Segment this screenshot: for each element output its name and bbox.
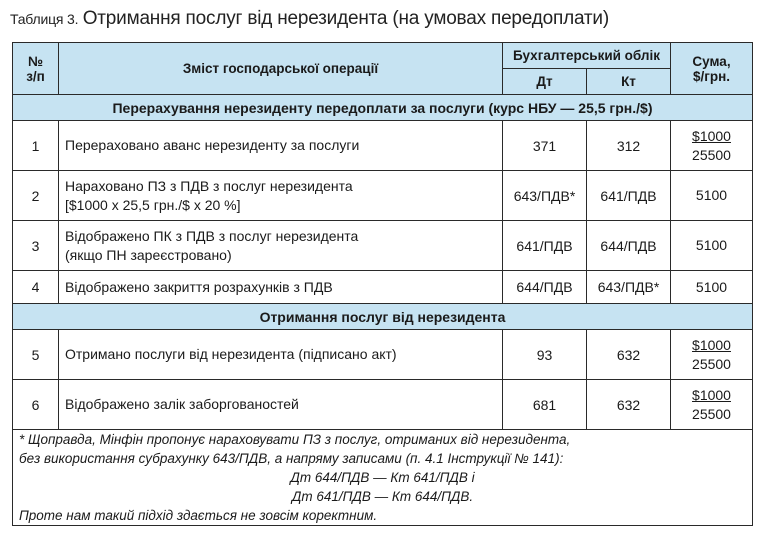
footnote-row (13, 430, 753, 526)
row-sum (671, 330, 753, 380)
section-row (13, 95, 753, 121)
row-debit: 644/ПДВ (503, 271, 587, 304)
row-sum (671, 121, 753, 171)
sum-usd: $1000 (692, 127, 731, 144)
row-credit: 641/ПДВ (587, 171, 671, 221)
row-content-line: Перераховано аванс нерезиденту за послуги (65, 137, 360, 153)
row-num: 3 (13, 221, 59, 271)
footnote-line: без використання субрахунку 643/ПДВ, а напряму записами (п. 4.1 Інструкції № 141): (19, 451, 564, 466)
section-title: Отримання послуг від нерезидента (13, 304, 753, 330)
section-row (13, 304, 753, 330)
sum-uah: 25500 (692, 405, 731, 422)
header-debit: Дт (503, 69, 587, 95)
header-sum (671, 43, 753, 95)
row-content-line: [$1000 х 25,5 грн./$ х 20 %] (65, 196, 241, 213)
header-credit: Кт (587, 69, 671, 95)
row-content-line: Відображено закриття розрахунків з ПДВ (65, 278, 333, 295)
row-content-line: Відображено ПК з ПДВ з послуг нерезидента (65, 227, 359, 244)
row-sum (671, 221, 753, 271)
table-caption (10, 8, 609, 38)
row-debit: 93 (503, 330, 587, 380)
row-content-line: (якщо ПН зареєстровано) (65, 246, 232, 263)
row-debit: 681 (503, 380, 587, 430)
row-content-line: Нараховано ПЗ з ПДВ з послуг нерезидента (65, 177, 353, 194)
header-num (13, 43, 59, 95)
footnote-line: * Щоправда, Мінфін пропонує нараховувати ПЗ з послуг, отриманих від нерезидента, (19, 432, 571, 447)
sum-uah: 25500 (692, 355, 731, 372)
header-num-line2: з/п (26, 68, 45, 84)
sum-uah: 5100 (695, 237, 728, 253)
row-credit: 632 (587, 380, 671, 430)
sum-usd: $1000 (692, 336, 731, 353)
caption-label: Таблиця 3. (10, 11, 79, 27)
table-row (13, 271, 753, 304)
row-num: 5 (13, 330, 59, 380)
sum-uah: 5100 (695, 187, 728, 203)
footnote-entry: Дт 641/ПДВ — Кт 644/ПДВ. (291, 489, 474, 504)
row-credit: 644/ПДВ (587, 221, 671, 271)
row-num: 4 (13, 271, 59, 304)
sum-uah: 25500 (692, 146, 731, 163)
header-sum-line2: $/грн. (692, 68, 731, 84)
row-content (59, 121, 503, 171)
row-num: 6 (13, 380, 59, 430)
sum-uah: 5100 (695, 278, 728, 295)
row-content-line: Відображено залік заборгованостей (65, 396, 299, 412)
row-credit: 312 (587, 121, 671, 171)
section-title: Перерахування нерезиденту передоплати за послуги (курс НБУ — 25,5 грн./$) (13, 95, 753, 121)
row-content (59, 221, 503, 271)
table-row (13, 380, 753, 430)
row-debit: 641/ПДВ (503, 221, 587, 271)
row-debit: 643/ПДВ* (503, 171, 587, 221)
table-row (13, 121, 753, 171)
row-sum (671, 171, 753, 221)
header-num-line1: № (27, 53, 44, 69)
footnote-entry: Дт 644/ПДВ — Кт 641/ПДВ і (290, 470, 475, 485)
row-content-line: Отримано послуги від нерезидента (підписано акт) (65, 346, 397, 362)
sum-usd: $1000 (692, 386, 731, 403)
row-content (59, 171, 503, 221)
row-sum (671, 271, 753, 304)
accounting-table (12, 42, 753, 526)
footnote (13, 430, 753, 526)
footnote-line: Проте нам такий підхід здається не зовсім коректним. (19, 508, 378, 523)
caption-title: Отримання послуг від нерезидента (на умовах передоплати) (82, 8, 609, 29)
header-content: Зміст господарської операції (59, 43, 503, 95)
header-accounting: Бухгалтерський облік (503, 43, 671, 69)
row-debit: 371 (503, 121, 587, 171)
row-credit: 643/ПДВ* (587, 271, 671, 304)
table-row (13, 221, 753, 271)
row-credit: 632 (587, 330, 671, 380)
header-sum-line1: Сума, (692, 53, 731, 69)
row-num: 2 (13, 171, 59, 221)
table-row (13, 171, 753, 221)
header-row-1 (13, 43, 753, 69)
row-num: 1 (13, 121, 59, 171)
row-sum (671, 380, 753, 430)
row-content (59, 271, 503, 304)
row-content (59, 330, 503, 380)
row-content (59, 380, 503, 430)
table-row (13, 330, 753, 380)
